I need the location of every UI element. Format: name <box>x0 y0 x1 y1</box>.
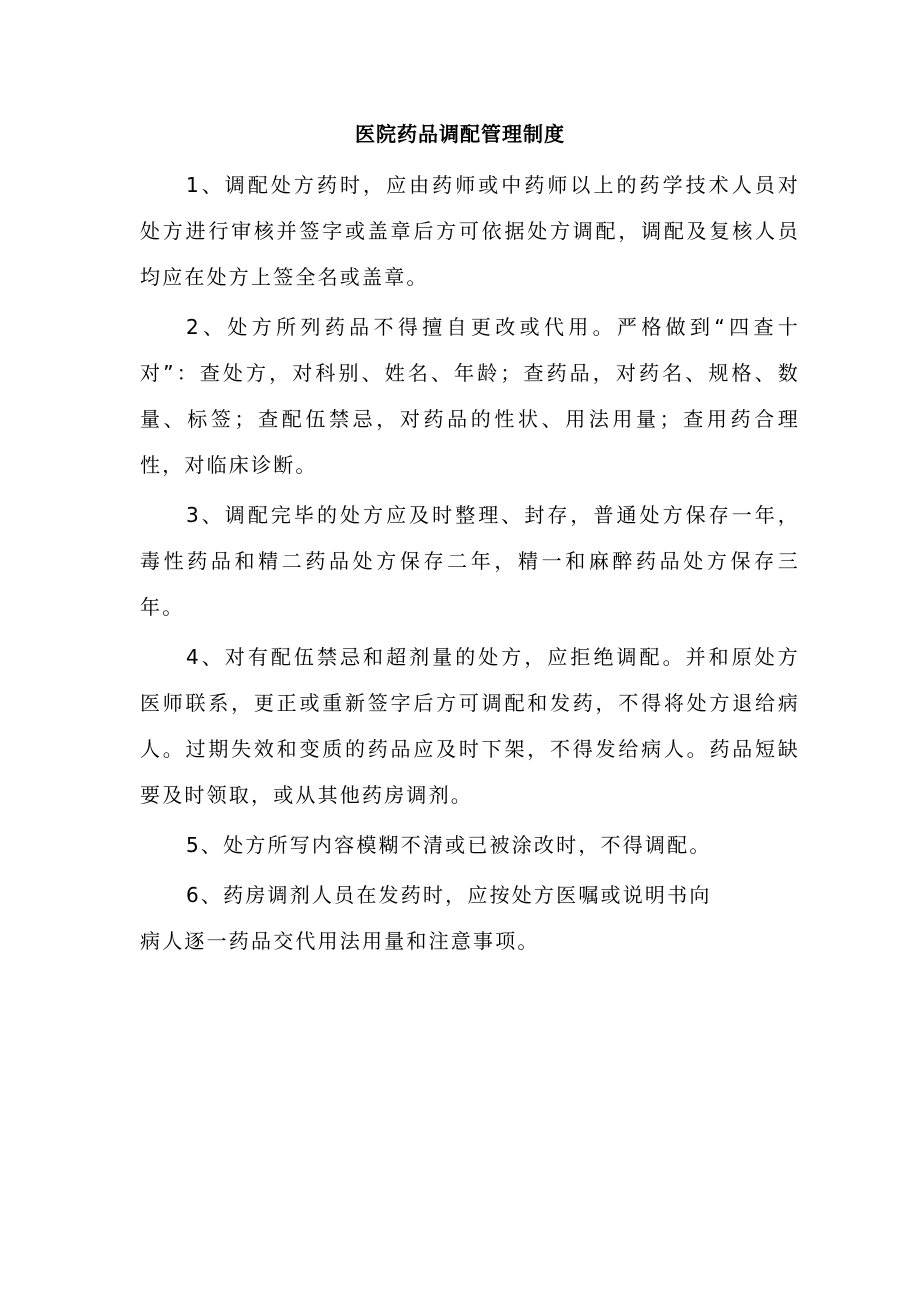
document-body <box>140 162 800 964</box>
paragraph-5: 5、处方所写内容模糊不清或已被涂改时，不得调配。 <box>186 833 712 857</box>
document-title: 医院药品调配管理制度 <box>355 122 565 146</box>
paragraph-6-line-2: 病人逐一药品交代用法用量和注意事项。 <box>140 929 540 953</box>
paragraph-1: 1、调配处方药时，应由药师或中药师以上的药学技术人员对处方进行审核并签字或盖章后方可依据处方调配，调配及复核人员均应在处方上签全名或盖章。 <box>140 173 800 289</box>
paragraph-3: 3、调配完毕的处方应及时整理、封存，普通处方保存一年，毒性药品和精二药品处方保存二年，精一和麻醉药品处方保存三年。 <box>140 503 800 619</box>
paragraph-4: 4、对有配伍禁忌和超剂量的处方，应拒绝调配。并和原处方医师联系，更正或重新签字后方可调配和发药，不得将处方退给病人。过期失效和变质的药品应及时下架，不得发给病人。药品短缺要及时领取，或从其他药房调剂。 <box>140 645 800 807</box>
paragraph-2: 2、处方所列药品不得擅自更改或代用。严格做到“四查十对”：查处方，对科别、姓名、年龄；查药品，对药名、规格、数量、标签；查配伍禁忌，对药品的性状、用法用量；查用药合理性，对临床诊断。 <box>140 315 800 477</box>
paragraph-6 <box>140 872 800 964</box>
paragraph-6-line-1: 6、药房调剂人员在发药时，应按处方医嘱或说明书向 <box>186 883 712 907</box>
